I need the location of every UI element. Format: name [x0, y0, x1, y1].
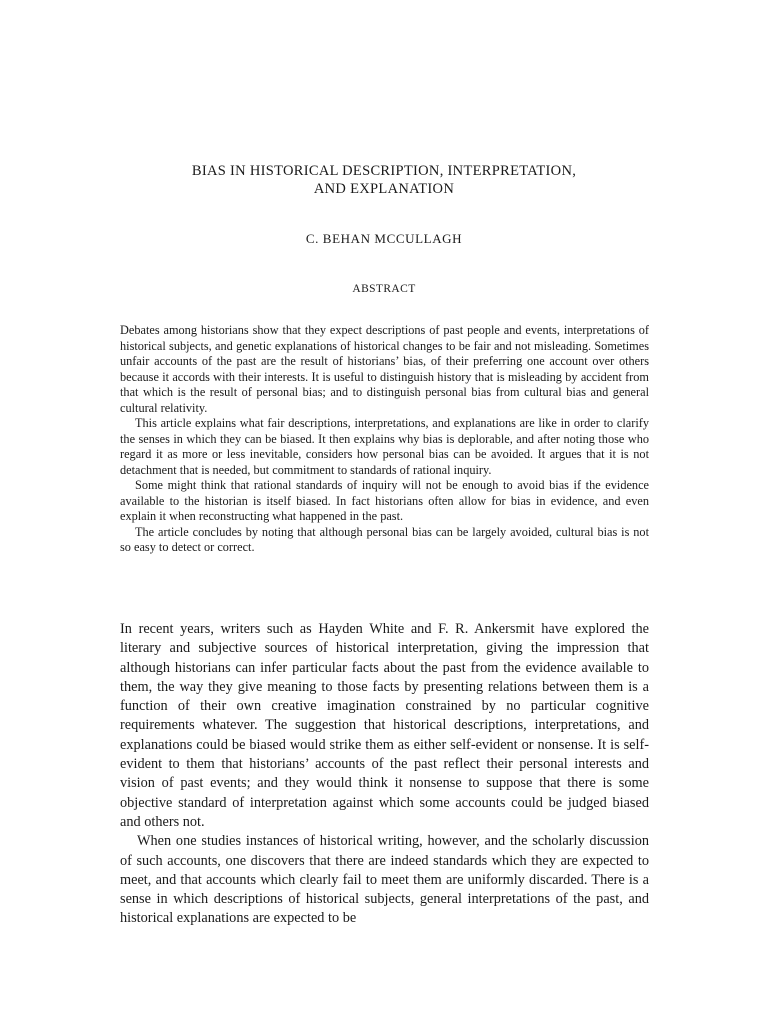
abstract-section — [120, 323, 649, 556]
body-text — [120, 620, 649, 929]
abstract-paragraph: Debates among historians show that they expect descriptions of past people and events, interpretations of historical subjects, and genetic explanations of historical changes to be fair and not misleading. Sometimes unfair accounts of the past are the result of historians’ bias, of their preferring one account over others because it accords with their interests. It is useful to distinguish history that is misleading by accident from that which is the result of personal bias; and to distinguish personal bias from cultural bias and general cultural relativity. — [120, 323, 649, 415]
abstract-paragraph: Some might think that rational standards of inquiry will not be enough to avoid bias if the evidence available to the historian is itself biased. In fact historians often allow for bias in evidence, and even explain it when reconstructing what happened in the past. — [120, 478, 649, 523]
body-paragraph: When one studies instances of historical writing, however, and the scholarly discussion of such accounts, one discovers that there are indeed standards which they are expected to meet, and that accounts which clearly fail to meet them are uniformly discarded. There is a sense in which descriptions of historical subjects, general interpretations of the past, and historical explanations are expected to be — [120, 833, 649, 927]
body-paragraph: In recent years, writers such as Hayden White and F. R. Ankersmit have explored the literary and subjective sources of historical interpretation, giving the impression that although historians can infer particular facts about the past from the evidence available to them, the way they give meaning to those facts by presenting relations between them is a function of their own creative imagination constrained by no particular cognitive requirements whatever. The suggestion that historical descriptions, interpretations, and explanations could be biased would strike them as either self-evident or nonsense. It is self-evident to them that historians’ accounts of the past reflect their personal interests and vision of past events; and they would think it nonsense to suppose that there is some objective standard of interpretation against which some accounts could be judged biased and others not. — [120, 621, 649, 830]
paper-title — [0, 162, 768, 198]
abstract-paragraph: This article explains what fair descriptions, interpretations, and explanations are like in order to clarify the senses in which they can be biased. It then explains why bias is deplorable, and after noting those who regard it as more or less inevitable, considers how personal bias can be avoided. It argues that it is not detachment that is needed, but commitment to standards of rational inquiry. — [120, 416, 649, 477]
abstract-heading: ABSTRACT — [352, 283, 416, 295]
paper-title-line-1: BIAS IN HISTORICAL DESCRIPTION, INTERPRETATION, — [191, 163, 577, 179]
author-name: C. BEHAN MCCULLAGH — [305, 231, 463, 246]
paper-title-line-2: AND EXPLANATION — [313, 181, 455, 197]
abstract-paragraph: The article concludes by noting that although personal bias can be largely avoided, cultural bias is not so easy to detect or correct. — [120, 524, 649, 554]
